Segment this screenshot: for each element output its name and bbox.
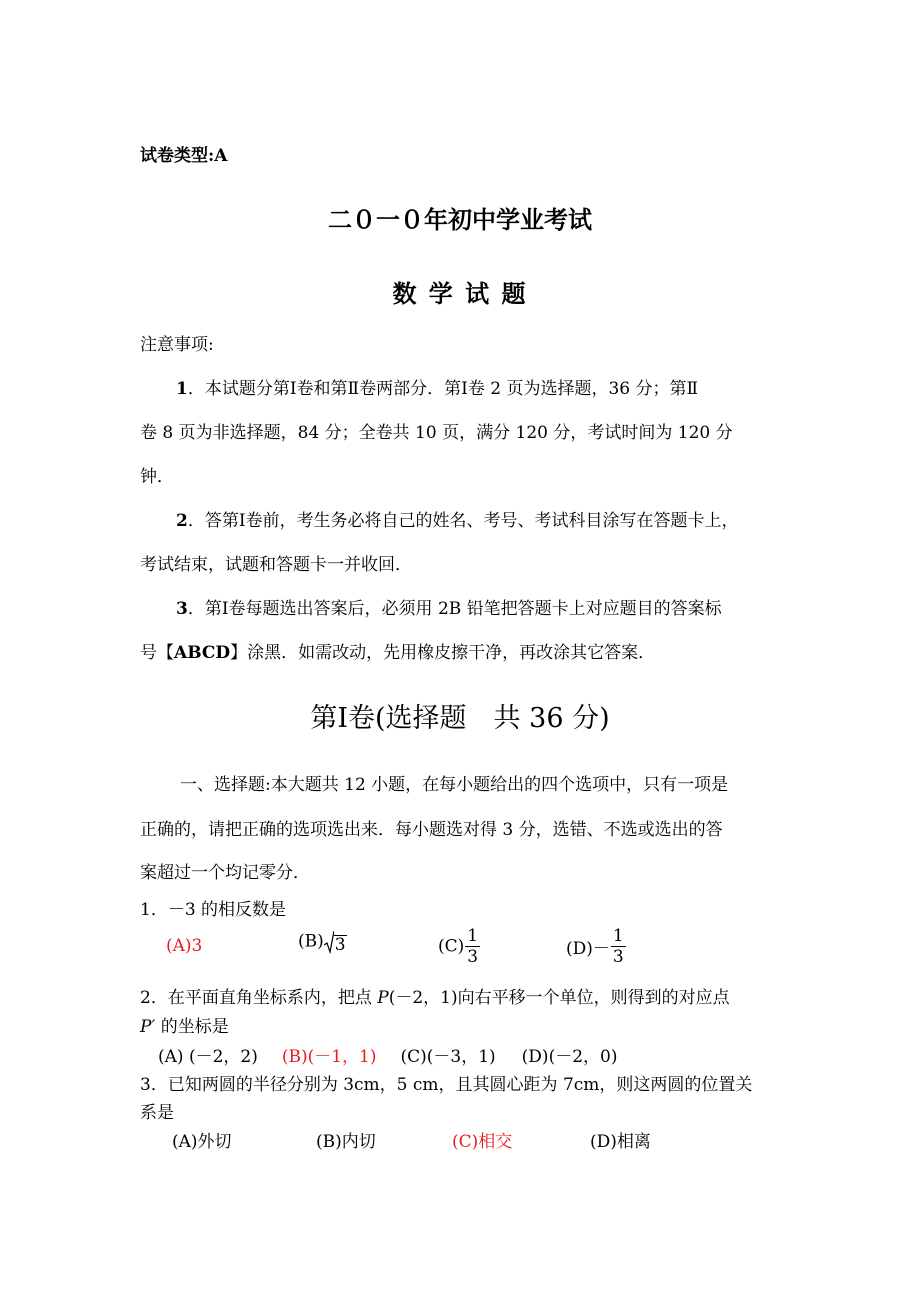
subject-title: 数 学 试 题 bbox=[392, 279, 528, 308]
sqrt-symbol: 3 bbox=[324, 930, 347, 954]
note-1-line-1 bbox=[176, 374, 698, 399]
note-2-number: 2 bbox=[176, 511, 188, 531]
paper-type-label: 试卷类型:A bbox=[140, 146, 228, 166]
section-instructions-line-1: 一、选择题:本大题共 12 小题，在每小题给出的四个选项中，只有一项是 bbox=[180, 775, 729, 795]
question-1-options bbox=[140, 922, 700, 972]
note-1-number: 1 bbox=[176, 379, 188, 399]
question-3-options bbox=[140, 1127, 700, 1151]
q3-option-a: (A)外切 bbox=[172, 1132, 232, 1152]
point-p: P bbox=[377, 988, 389, 1008]
note-3-line-2: 号【ABCD】涂黑．如需改动，先用橡皮擦干净，再改涂其它答案． bbox=[140, 643, 656, 663]
note-1-line-3: 钟． bbox=[140, 467, 174, 487]
q3-option-d: (D)相离 bbox=[590, 1132, 651, 1152]
point-p-prime: P′ bbox=[140, 1017, 156, 1037]
notes-heading: 注意事项: bbox=[140, 335, 214, 355]
exam-title: 二０一０年初中学业考试 bbox=[328, 205, 592, 234]
q2-option-c: (C)(－3，1) bbox=[400, 1047, 496, 1067]
note-2-line-2: 考试结束，试题和答题卡一并收回． bbox=[140, 555, 412, 575]
answer-letters: ABCD bbox=[174, 643, 231, 663]
section-instructions-line-2: 正确的，请把正确的选项选出来．每小题选对得 3 分，选错、不选或选出的答 bbox=[140, 820, 723, 840]
note-3-number: 3 bbox=[176, 599, 188, 619]
note-3-line-1 bbox=[176, 594, 722, 619]
note-2-line-1 bbox=[176, 506, 739, 531]
question-3-stem-line-1: 3．已知两圆的半径分别为 3cm，5 cm，且其圆心距为 7cm，则这两圆的位置关 bbox=[140, 1075, 753, 1095]
q2-option-b: (B)(－1，1) bbox=[281, 1047, 377, 1067]
fraction-one-third: $\frac{1}{3}$ bbox=[467, 926, 479, 967]
note-3-text: ．第Ⅰ卷每题选出答案后，必须用 2B 铅笔把答题卡上对应题目的答案标 bbox=[187, 599, 722, 619]
q1-option-d: (D)－ $\frac{1}{3}$ bbox=[566, 926, 624, 967]
q1-option-b: (B) 3 bbox=[298, 931, 346, 955]
note-1-line-2: 卷 8 页为非选择题，84 分；全卷共 10 页，满分 120 分，考试时间为 120 分 bbox=[140, 423, 733, 443]
fraction-neg-one-third: $\frac{1}{3}$ bbox=[612, 926, 624, 967]
note-2-text: ．答第Ⅰ卷前，考生务必将自己的姓名、考号、考试科目涂写在答题卡上， bbox=[187, 511, 739, 531]
radical-sign-icon bbox=[324, 930, 334, 954]
note-1-text: ．本试题分第Ⅰ卷和第Ⅱ卷两部分．第Ⅰ卷 2 页为选择题，36 分；第Ⅱ bbox=[187, 379, 699, 399]
question-2-stem-line-1: 2．在平面直角坐标系内，把点 P(－2，1)向右平移一个单位，则得到的对应点 bbox=[140, 988, 730, 1008]
q2-option-a: (A) (－2，2) bbox=[158, 1047, 258, 1067]
q3-option-c: (C)相交 bbox=[452, 1132, 513, 1152]
q1-option-a: (A)3 bbox=[166, 936, 203, 956]
question-1-stem: 1．－3 的相反数是 bbox=[140, 900, 287, 920]
section-instructions-line-3: 案超过一个均记零分． bbox=[140, 863, 310, 883]
q3-option-b: (B)内切 bbox=[316, 1132, 376, 1152]
question-2-options bbox=[158, 1042, 617, 1067]
question-3-stem-line-2: 系是 bbox=[140, 1103, 174, 1123]
q2-option-d: (D)(－2，0) bbox=[521, 1047, 618, 1067]
section-title: 第Ⅰ卷(选择题 共 36 分) bbox=[310, 703, 610, 734]
q1-option-c: (C) $\frac{1}{3}$ bbox=[438, 926, 479, 967]
question-2-stem-line-2: P′ 的坐标是 bbox=[140, 1017, 229, 1037]
